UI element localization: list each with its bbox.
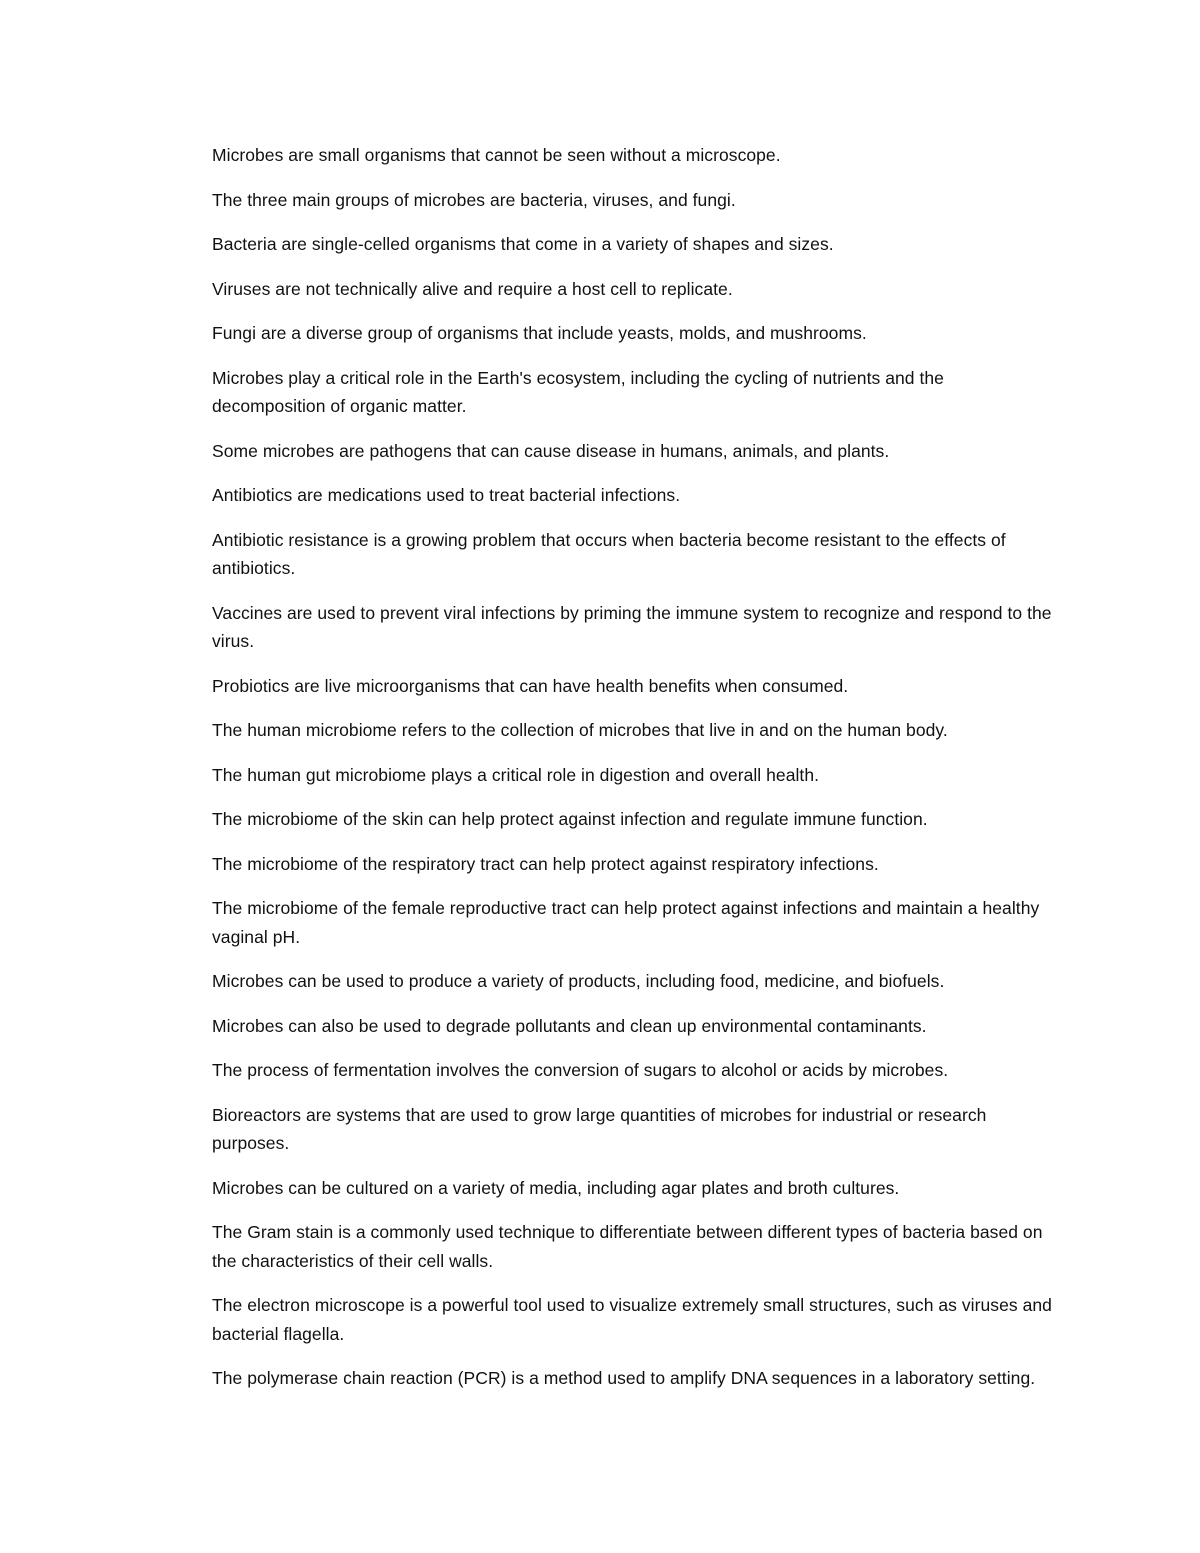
paragraph: The process of fermentation involves the conversion of sugars to alcohol or acids by microbes. [212, 1060, 949, 1080]
paragraph: The microbiome of the skin can help protect against infection and regulate immune function. [212, 809, 928, 829]
paragraph: Antibiotic resistance is a growing problem that occurs when bacteria become resistant to the effects of antibiotics. [212, 529, 1006, 578]
paragraph: Microbes play a critical role in the Earth's ecosystem, including the cycling of nutrients and the decomposition of organic matter. [212, 367, 944, 416]
paragraph: The electron microscope is a powerful tool used to visualize extremely small structures, such as viruses and bacterial flagella. [212, 1295, 1052, 1344]
paragraph: The Gram stain is a commonly used technique to differentiate between different types of bacteria based on the characteristics of their cell walls. [212, 1222, 1043, 1271]
paragraph: Bacteria are single-celled organisms that come in a variety of shapes and sizes. [212, 234, 834, 254]
paragraph: Viruses are not technically alive and require a host cell to replicate. [212, 278, 733, 299]
paragraph: The polymerase chain reaction (PCR) is a method used to amplify DNA sequences in a laboratory setting. [212, 1368, 1036, 1388]
paragraph: The human gut microbiome plays a critical role in digestion and overall health. [212, 764, 820, 785]
paragraph: The human microbiome refers to the collection of microbes that live in and on the human body. [212, 720, 948, 740]
paragraph: Microbes can be used to produce a variety of products, including food, medicine, and biofuels. [212, 971, 945, 991]
paragraph: Some microbes are pathogens that can cause disease in humans, animals, and plants. [212, 440, 890, 461]
paragraph: Microbes can also be used to degrade pollutants and clean up environmental contaminants. [212, 1015, 927, 1036]
paragraph: Vaccines are used to prevent viral infections by priming the immune system to recognize and respond to the virus. [212, 602, 1052, 651]
paragraph: Microbes can be cultured on a variety of media, including agar plates and broth cultures. [212, 1177, 900, 1198]
paragraph: The three main groups of microbes are bacteria, viruses, and fungi. [212, 189, 736, 210]
paragraph: Probiotics are live microorganisms that can have health benefits when consumed. [212, 675, 849, 696]
paragraph: The microbiome of the female reproductive tract can help protect against infections and maintain a healthy vaginal pH. [212, 898, 1040, 947]
document-body [212, 141, 1062, 1409]
paragraph: Antibiotics are medications used to treat bacterial infections. [212, 485, 681, 505]
paragraph: The microbiome of the respiratory tract can help protect against respiratory infections. [212, 853, 879, 874]
paragraph: Bioreactors are systems that are used to grow large quantities of microbes for industrial or research purposes. [212, 1104, 987, 1153]
paragraph: Fungi are a diverse group of organisms that include yeasts, molds, and mushrooms. [212, 323, 867, 343]
paragraph: Microbes are small organisms that cannot be seen without a microscope. [212, 145, 781, 165]
